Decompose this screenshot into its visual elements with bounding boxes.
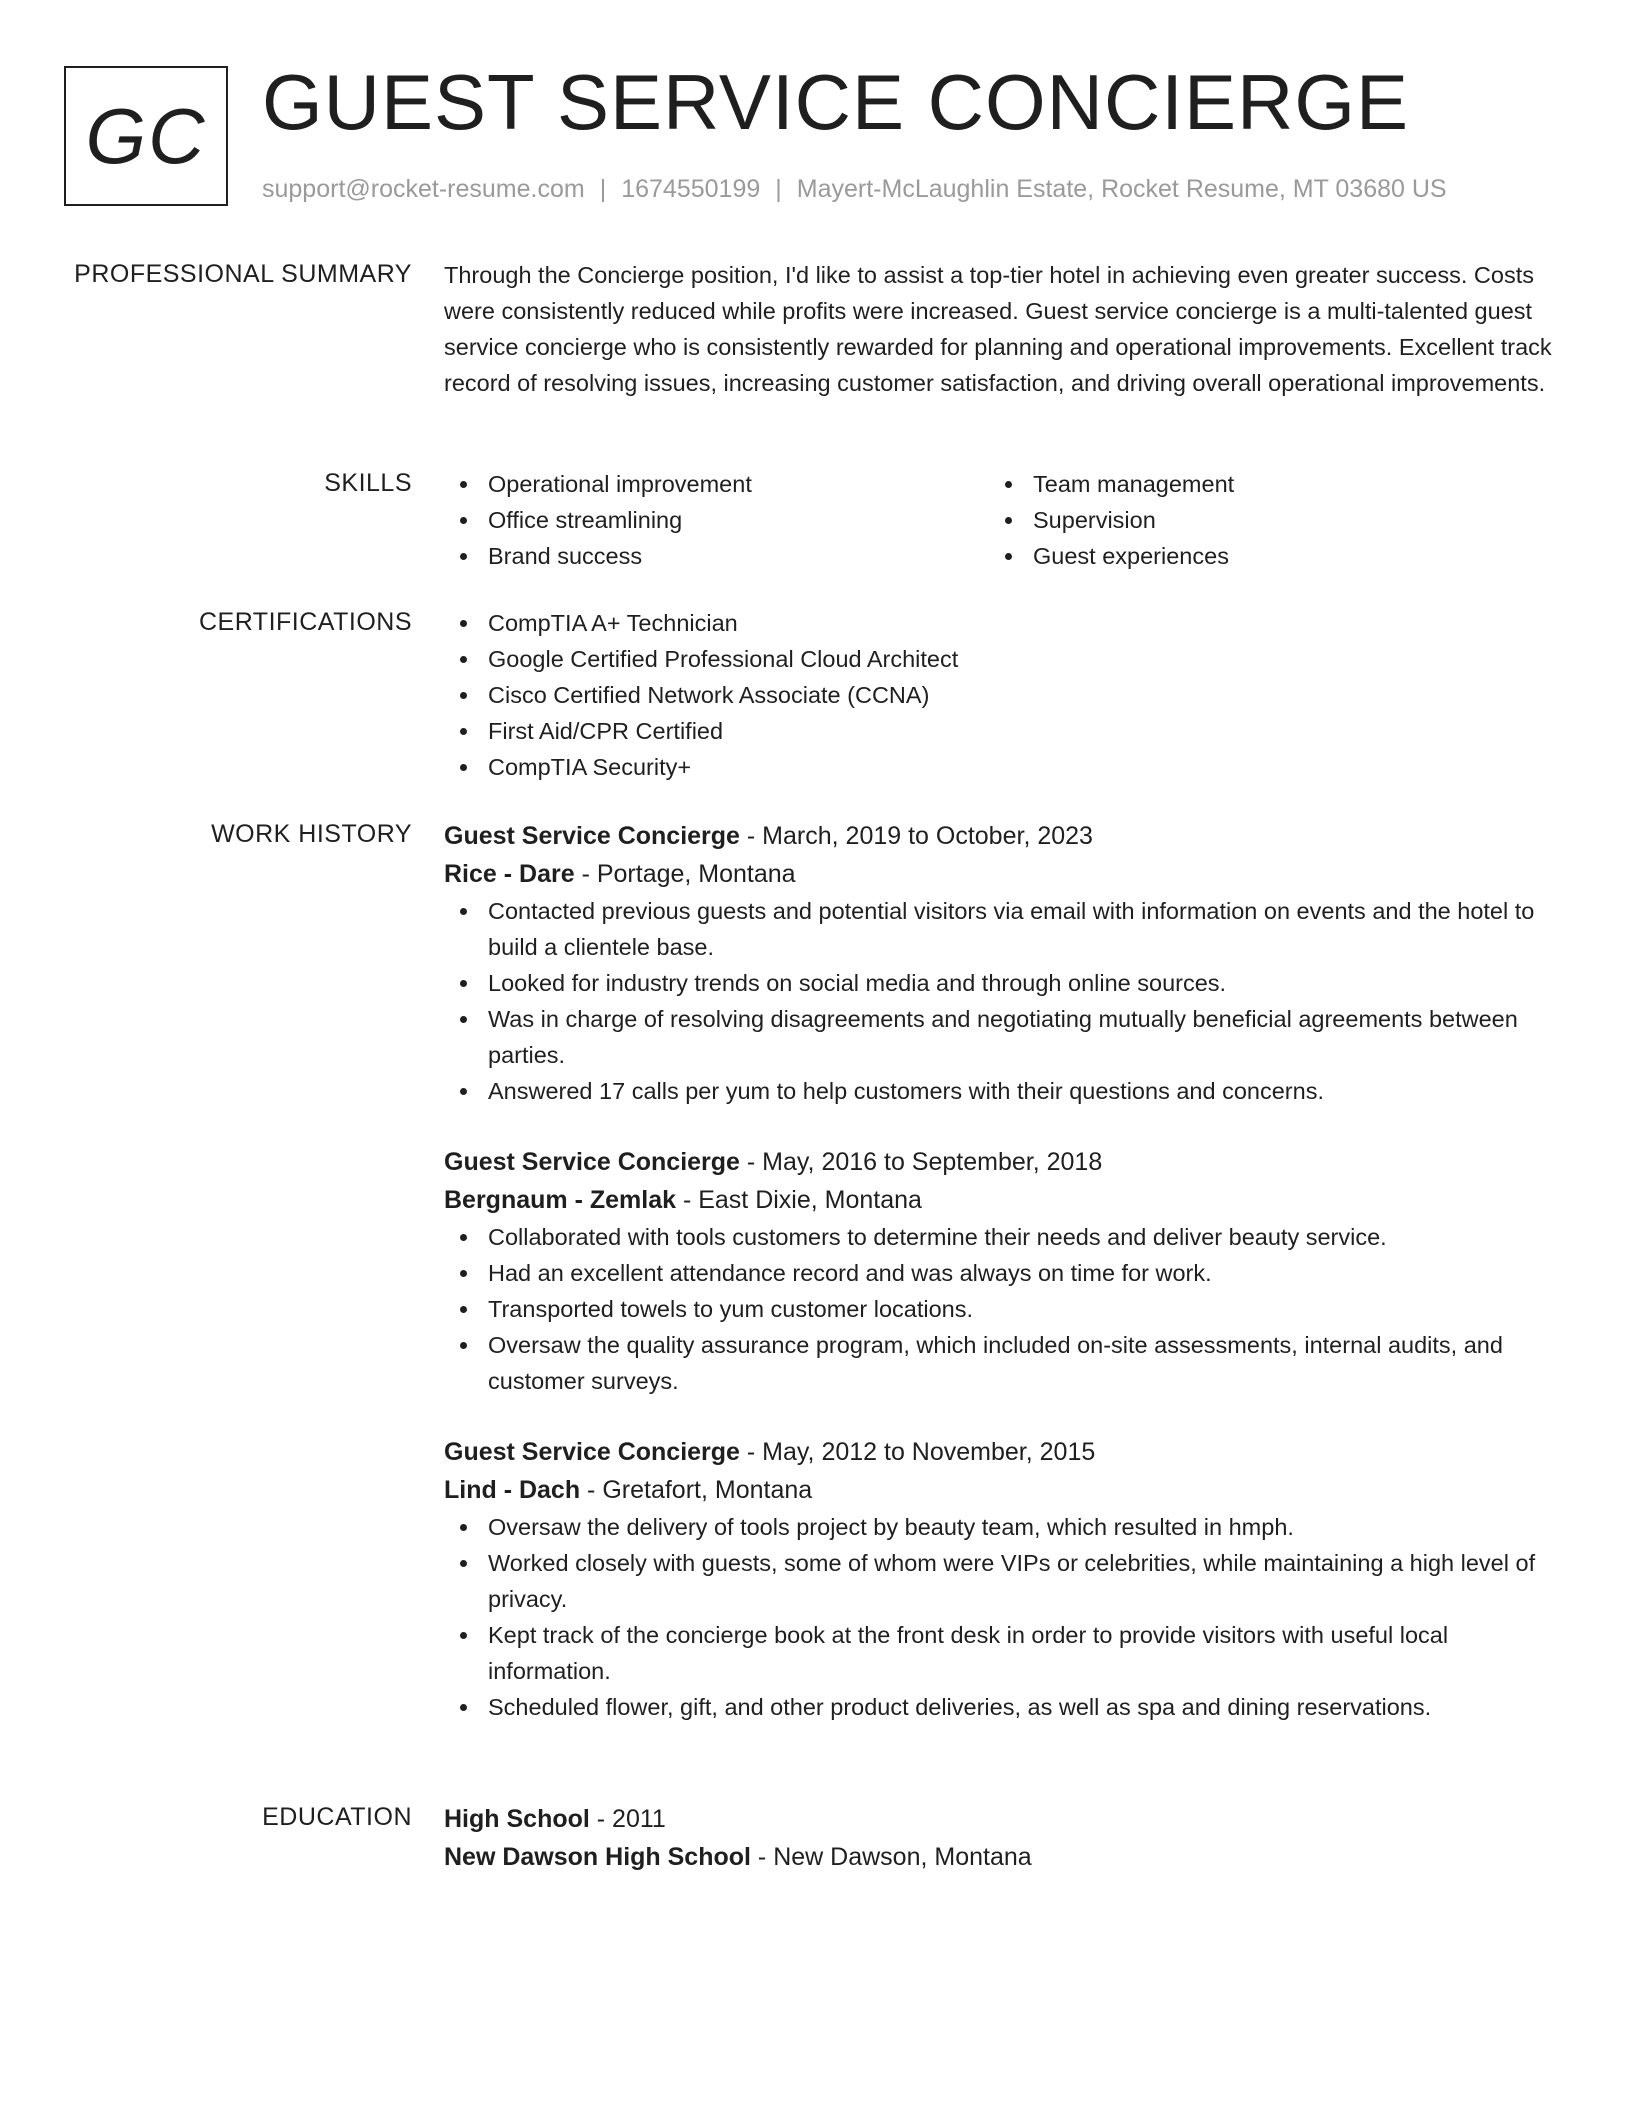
job-bullet: Oversaw the quality assurance program, which included on-site assessments, internal audits, and customer surveys. bbox=[444, 1327, 1560, 1399]
skill-item: Operational improvement bbox=[444, 466, 989, 502]
work-history-body bbox=[444, 817, 1560, 1725]
certification-item: CompTIA Security+ bbox=[444, 749, 1560, 785]
skill-item: Brand success bbox=[444, 538, 989, 574]
job-company-line bbox=[444, 1471, 1560, 1509]
job-bullet: Had an excellent attendance record and was always on time for work. bbox=[444, 1255, 1560, 1291]
job-entry bbox=[444, 817, 1560, 1109]
job-bullet: Kept track of the concierge book at the front desk in order to provide visitors with useful local information. bbox=[444, 1617, 1560, 1689]
certification-item: CompTIA A+ Technician bbox=[444, 605, 1560, 641]
certification-item: Google Certified Professional Cloud Architect bbox=[444, 641, 1560, 677]
job-title-line bbox=[444, 817, 1560, 855]
section-title-skills: SKILLS bbox=[324, 469, 412, 497]
summary-text: Through the Concierge position, I'd like to assist a top-tier hotel in achieving even greater success. Costs were consistently reduced while profits were increased. Guest service concierge is a multi-talented guest service concierge who is consistently rewarded for planning and operational improvements. Excellent track record of resolving issues, increasing customer satisfaction, and driving overall operational improvements. bbox=[444, 262, 1552, 396]
job-bullet: Oversaw the delivery of tools project by beauty team, which resulted in hmph. bbox=[444, 1509, 1560, 1545]
certifications-list bbox=[444, 605, 1560, 785]
skill-item: Office streamlining bbox=[444, 502, 989, 538]
job-company: Bergnaum - Zemlak bbox=[444, 1186, 677, 1214]
job-company: Rice - Dare bbox=[444, 860, 575, 888]
section-title-certifications: CERTIFICATIONS bbox=[198, 608, 412, 636]
contact-phone[interactable]: 1674550199 bbox=[621, 175, 761, 203]
candidate-name: GUEST SERVICE CONCIERGE bbox=[262, 58, 1410, 146]
job-title: Guest Service Concierge bbox=[444, 1148, 740, 1176]
job-title: Guest Service Concierge bbox=[444, 1438, 740, 1466]
skills-body bbox=[444, 466, 1560, 574]
job-company-line bbox=[444, 855, 1560, 893]
job-location: - Portage, Montana bbox=[574, 860, 796, 888]
job-entry bbox=[444, 1143, 1560, 1399]
job-dates: - May, 2016 to September, 2018 bbox=[739, 1148, 1103, 1176]
education-location: - New Dawson, Montana bbox=[750, 1843, 1032, 1871]
education-degree: High School bbox=[444, 1805, 590, 1833]
education-school: New Dawson High School bbox=[444, 1843, 751, 1871]
summary-body bbox=[444, 257, 1560, 401]
job-bullet: Collaborated with tools customers to determine their needs and deliver beauty service. bbox=[444, 1219, 1560, 1255]
education-year: - 2011 bbox=[589, 1805, 666, 1833]
skills-list-right bbox=[989, 466, 1534, 574]
contact-separator: | bbox=[599, 175, 607, 203]
job-bullets bbox=[444, 1219, 1560, 1399]
job-location: - Gretafort, Montana bbox=[580, 1476, 813, 1504]
job-title: Guest Service Concierge bbox=[444, 822, 740, 850]
job-company: Lind - Dach bbox=[444, 1476, 581, 1504]
job-entry bbox=[444, 1433, 1560, 1725]
contact-line bbox=[262, 172, 1447, 206]
education-body bbox=[444, 1800, 1560, 1876]
job-dates: - May, 2012 to November, 2015 bbox=[739, 1438, 1096, 1466]
job-bullets bbox=[444, 893, 1560, 1109]
monogram-badge: GC bbox=[64, 66, 228, 206]
job-bullet: Looked for industry trends on social media and through online sources. bbox=[444, 965, 1560, 1001]
job-bullet: Was in charge of resolving disagreements and negotiating mutually beneficial agreements between parties. bbox=[444, 1001, 1560, 1073]
job-dates: - March, 2019 to October, 2023 bbox=[739, 822, 1093, 850]
contact-email[interactable]: support@rocket-resume.com bbox=[262, 175, 585, 203]
job-title-line bbox=[444, 1143, 1560, 1181]
skills-grid bbox=[444, 466, 1560, 574]
skills-list-left bbox=[444, 466, 989, 574]
job-location: - East Dixie, Montana bbox=[676, 1186, 922, 1214]
section-title-work-history: WORK HISTORY bbox=[211, 820, 412, 848]
education-degree-line bbox=[444, 1800, 1560, 1838]
job-bullet: Answered 17 calls per yum to help customers with their questions and concerns. bbox=[444, 1073, 1560, 1109]
certification-item: First Aid/CPR Certified bbox=[444, 713, 1560, 749]
contact-address: Mayert-McLaughlin Estate, Rocket Resume, MT 03680 US bbox=[796, 175, 1447, 203]
skill-item: Team management bbox=[989, 466, 1534, 502]
job-bullet: Contacted previous guests and potential visitors via email with information on events and the hotel to build a clientele base. bbox=[444, 893, 1560, 965]
job-company-line bbox=[444, 1181, 1560, 1219]
education-school-line bbox=[444, 1838, 1560, 1876]
skill-item: Guest experiences bbox=[989, 538, 1534, 574]
job-bullet: Worked closely with guests, some of whom were VIPs or celebrities, while maintaining a high level of privacy. bbox=[444, 1545, 1560, 1617]
skill-item: Supervision bbox=[989, 502, 1534, 538]
contact-separator: | bbox=[775, 175, 782, 203]
section-title-education: EDUCATION bbox=[262, 1803, 412, 1831]
job-bullet: Transported towels to yum customer locations. bbox=[444, 1291, 1560, 1327]
certification-item: Cisco Certified Network Associate (CCNA) bbox=[444, 677, 1560, 713]
job-bullets bbox=[444, 1509, 1560, 1725]
section-title-summary: PROFESSIONAL SUMMARY bbox=[74, 260, 412, 288]
certifications-body bbox=[444, 605, 1560, 785]
job-title-line bbox=[444, 1433, 1560, 1471]
job-bullet: Scheduled flower, gift, and other product deliveries, as well as spa and dining reservations. bbox=[444, 1689, 1560, 1725]
